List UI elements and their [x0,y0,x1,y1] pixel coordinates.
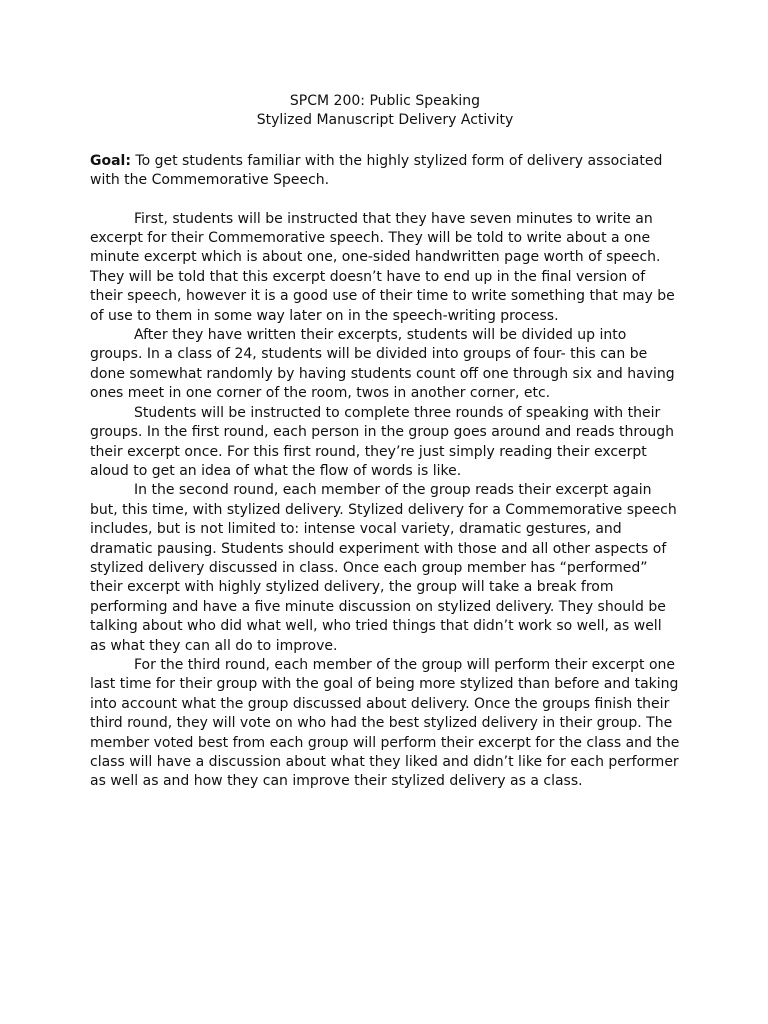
document-page [90,92,680,792]
goal-text: To get students familiar with the highly stylized form of delivery associated with the Commemorative Speech. [90,152,663,189]
goal-statement [90,152,680,191]
course-title: SPCM 200: Public Speaking [289,93,481,109]
activity-title: Stylized Manuscript Delivery Activity [256,112,514,129]
paragraph-second-round: In the second round, each member of the group reads their excerpt again but, this time, with stylized delivery. Stylized delivery for a Commemorative speech includes, but is not limited to: intense vocal variety, dramatic gestures, and dramatic pausing. Students should experiment with those and all other aspects of stylized delivery discussed in class. Once each group member has “performed” their excerpt with highly stylized delivery, the group will take a break from performing and have a five minute discussion on stylized delivery. They should be talking about who did what well, who tried things that didn’t work so well, as well as what they can all do to improve. [90,482,677,654]
paragraph-third-round: For the third round, each member of the group will perform their excerpt one last time for their group with the goal of being more stylized than before and taking into account what the group discussed about delivery. Once the groups finish their third round, they will vote on who had the best stylized delivery in their group. The member voted best from each group will perform their excerpt for the class and the class will have a discussion about what they liked and didn’t like for each performer as well as and how they can improve their stylized delivery as a class. [90,656,680,790]
paragraph-group-division: After they have written their excerpts, students will be divided up into groups. In a class of 24, students will be divided into groups of four- this can be done somewhat randomly by having students count off one through six and having ones meet in one corner of the room, twos in another corner, etc. [90,327,675,402]
goal-label: Goal: [90,152,131,169]
document-body [90,210,680,792]
paragraph-first-round-setup: First, students will be instructed that they have seven minutes to write an excerpt for their Commemorative speech. They will be told to write about a one minute excerpt which is about one, one-sided handwritten page worth of speech. They will be told that this excerpt doesn’t have to end up in the final version of their speech, however it is a good use of their time to write something that may be of use to them in some way later on in the speech-writing process. [90,210,675,324]
document-header [90,92,680,131]
paragraph-first-round: Students will be instructed to complete three rounds of speaking with their groups. In the first round, each person in the group goes around and reads through their excerpt once. For this first round, they’re just simply reading their excerpt aloud to get an idea of what the flow of words is like. [90,404,675,479]
